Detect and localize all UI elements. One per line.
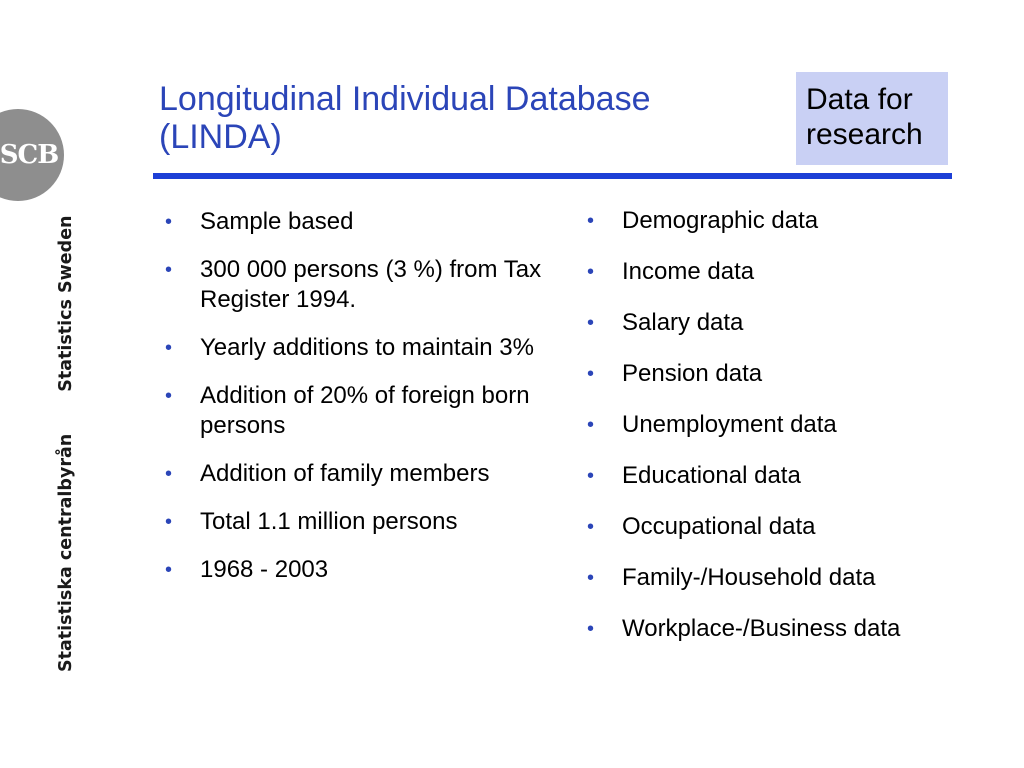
badge-line-2: research (806, 118, 923, 151)
page-title (159, 80, 779, 156)
left-bullet-list (160, 207, 560, 603)
list-item: • 1968 - 2003 (160, 555, 560, 585)
list-item: • Family-/Household data (582, 563, 1012, 593)
title-line-1: Longitudinal Individual Database (159, 80, 651, 118)
list-item: • Addition of 20% of foreign born persons (160, 381, 560, 441)
scb-logo-text: SCB (0, 140, 59, 170)
sidebar-swedish-name: Statistiska centralbyrån (56, 433, 76, 672)
list-item: • Unemployment data (582, 410, 1012, 440)
list-item: • Salary data (582, 308, 1012, 338)
list-item: • Pension data (582, 359, 1012, 389)
list-item: • Income data (582, 257, 1012, 287)
list-item: • Workplace-/Business data (582, 614, 1012, 644)
list-item: • 300 000 persons (3 %) from Tax Register 1994. (160, 255, 560, 315)
list-item: • Demographic data (582, 206, 1012, 236)
scb-logo (0, 109, 64, 201)
badge-line-1: Data for (806, 83, 913, 116)
sidebar-english-name: Statistics Sweden (56, 215, 76, 392)
data-for-research-badge (796, 72, 948, 165)
list-item: • Occupational data (582, 512, 1012, 542)
list-item: • Total 1.1 million persons (160, 507, 560, 537)
sidebar-organization-name (56, 215, 76, 672)
list-item: • Educational data (582, 461, 1012, 491)
title-divider (153, 173, 952, 179)
right-bullet-list (582, 206, 1012, 665)
list-item: • Sample based (160, 207, 560, 237)
list-item: • Addition of family members (160, 459, 560, 489)
title-line-2: (LINDA) (159, 118, 282, 156)
list-item: • Yearly additions to maintain 3% (160, 333, 560, 363)
